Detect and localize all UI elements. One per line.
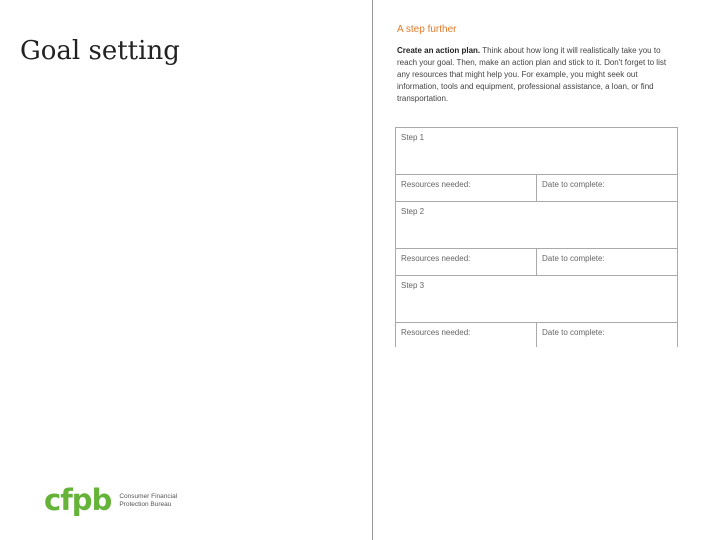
logo-text [119, 493, 189, 509]
resources-cell[interactable]: Resources needed: [396, 249, 537, 276]
doc-intro-bold: Create an action plan. [397, 46, 481, 55]
date-cell[interactable]: Date to complete: [537, 323, 678, 347]
cfpb-logo [44, 483, 189, 517]
step-row [396, 202, 678, 249]
step-cell[interactable]: Step 3 [396, 276, 678, 323]
doc-heading: A step further [397, 24, 457, 35]
logo-mark: cfpb [44, 483, 112, 517]
logo-line-1: Consumer Financial [119, 492, 178, 500]
action-plan-table [395, 127, 678, 347]
doc-intro [397, 45, 667, 105]
step-row [396, 276, 678, 323]
step-row [396, 128, 678, 175]
slide-title: Goal setting [20, 36, 180, 66]
step-cell[interactable]: Step 1 [396, 128, 678, 175]
step-cell[interactable]: Step 2 [396, 202, 678, 249]
document-page [372, 0, 719, 540]
date-cell[interactable]: Date to complete: [537, 249, 678, 276]
resources-cell[interactable]: Resources needed: [396, 323, 537, 347]
resources-cell[interactable]: Resources needed: [396, 175, 537, 202]
doc-intro-text: Think about how long it will realistically take you to reach your goal. Then, make an action plan and stick to it. Don't forget to list any resources that might help you. For example, you might seek out information, tools and equipment, professional assistance, a loan, or find transportation. [397, 46, 667, 103]
resources-row [396, 175, 678, 202]
date-cell[interactable]: Date to complete: [537, 175, 678, 202]
resources-row [396, 249, 678, 276]
logo-line-2: Protection Bureau [119, 500, 172, 508]
resources-row [396, 323, 678, 347]
